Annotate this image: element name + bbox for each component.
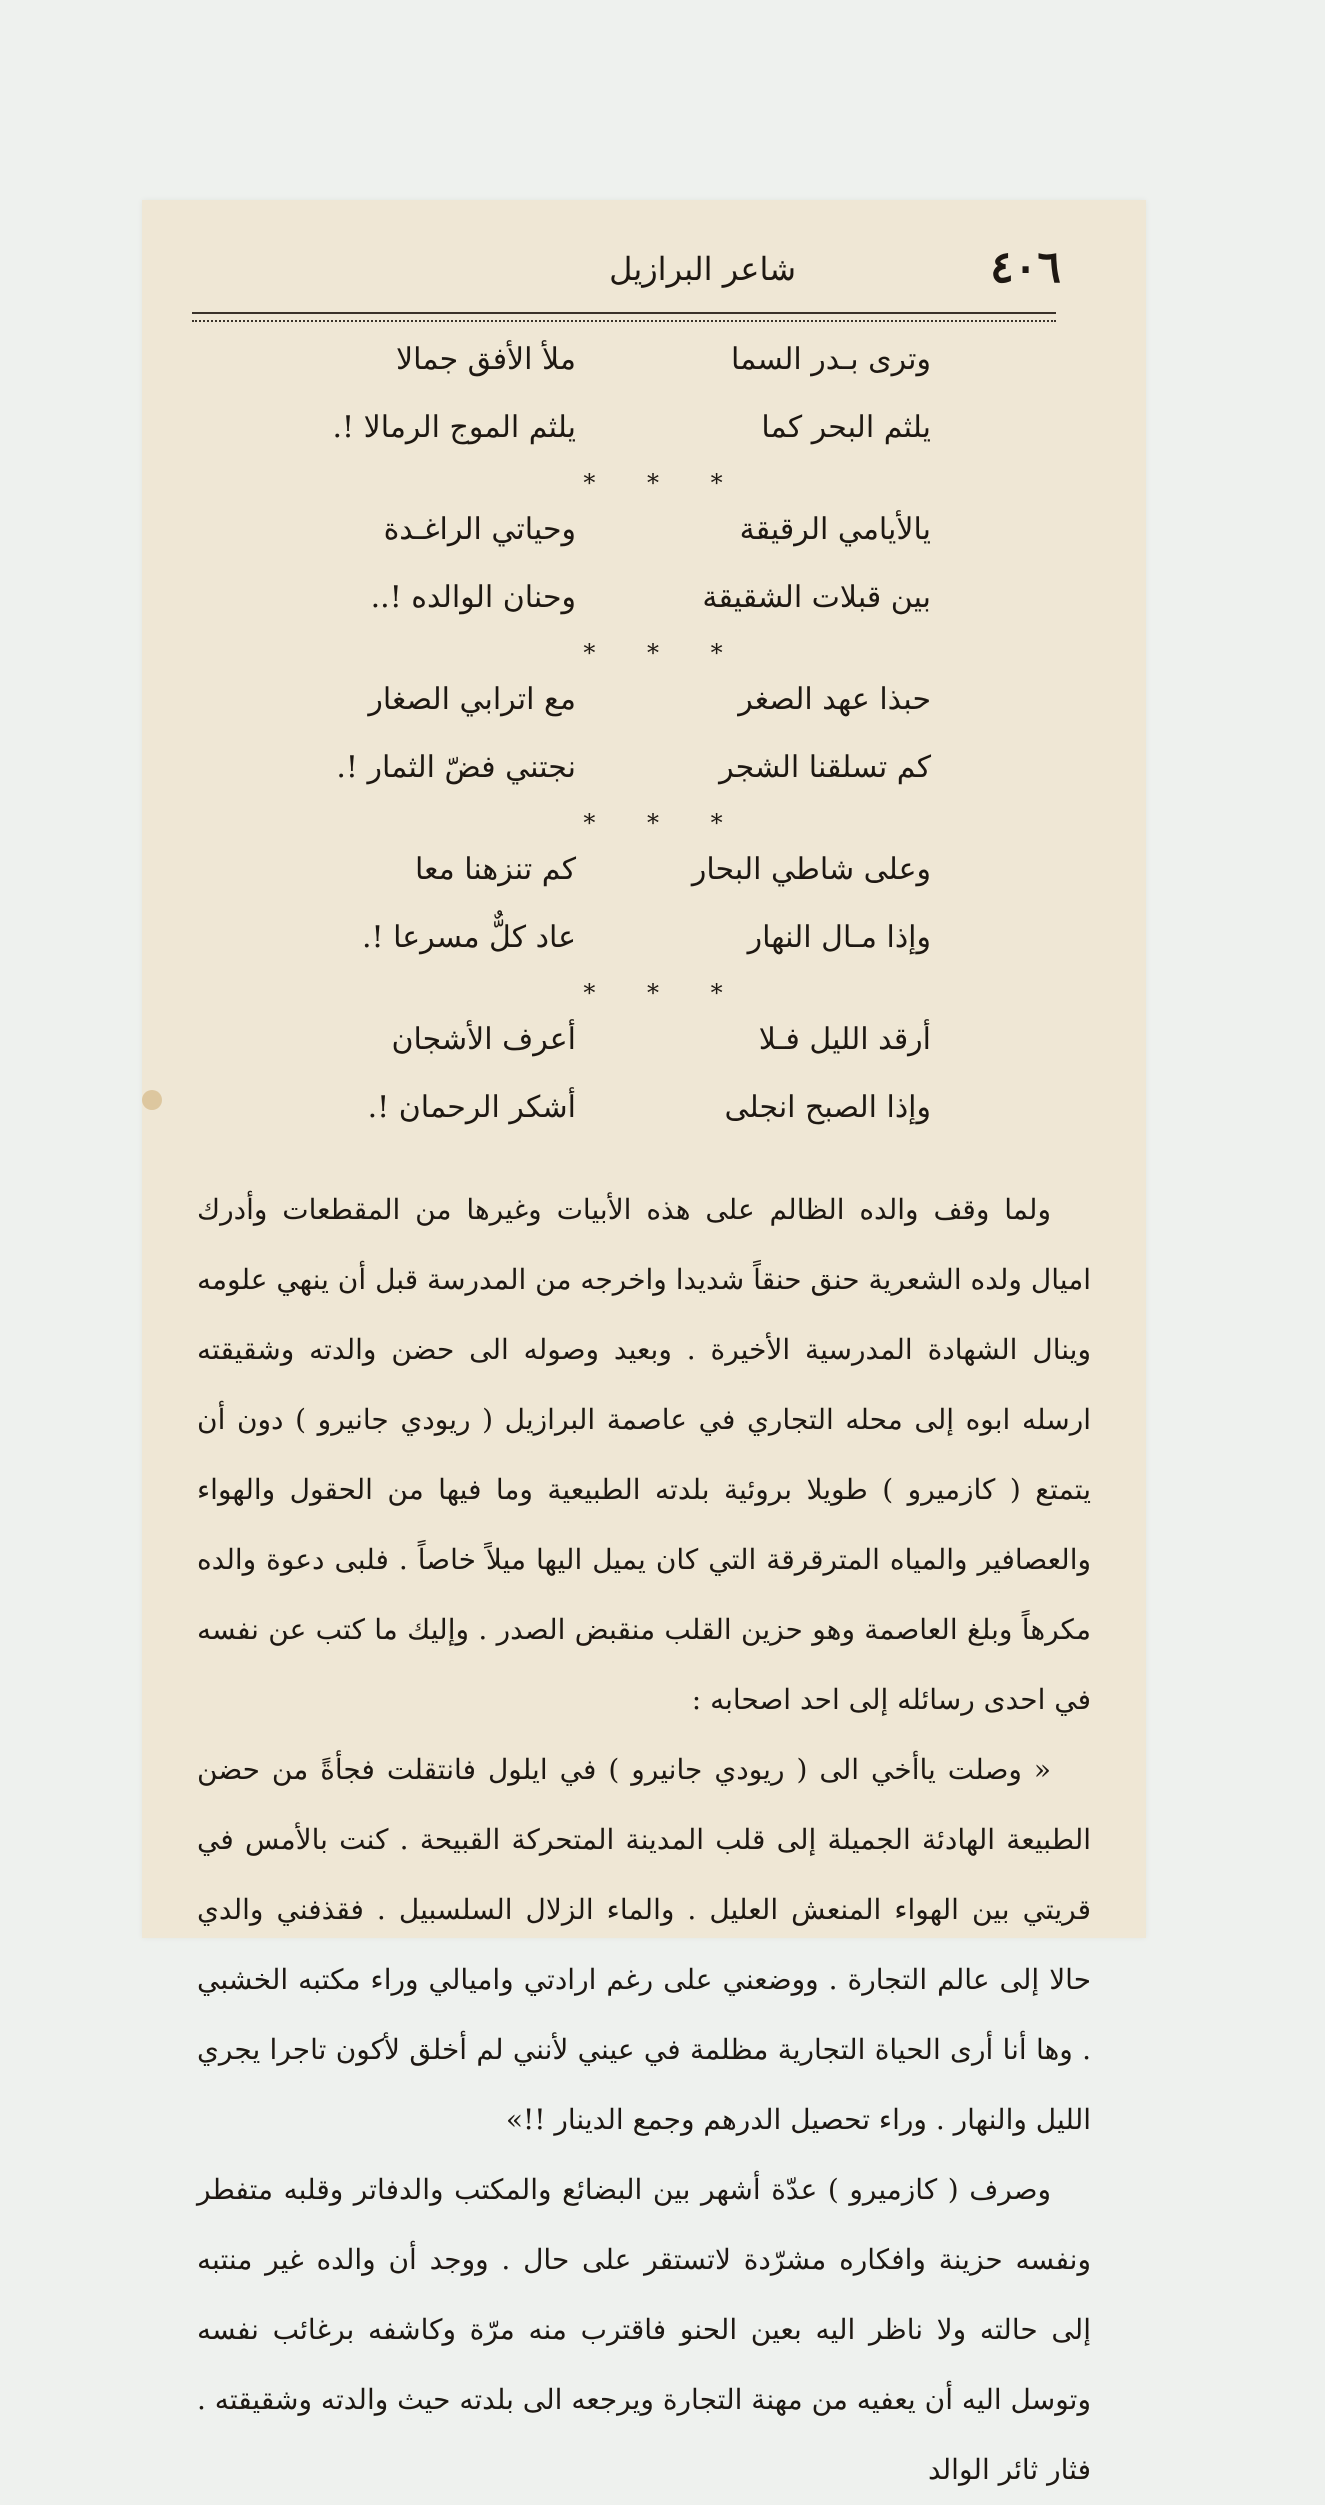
book-page	[142, 200, 1146, 2486]
verse-first-hemistich: كم تسلقنا الشجر	[719, 750, 931, 785]
verse-second-hemistich: ملأ الأفق جمالا	[396, 342, 576, 377]
verse-first-hemistich: بين قبلات الشقيقة	[702, 580, 931, 615]
verse	[142, 908, 1146, 976]
verse	[142, 670, 1146, 738]
verse-first-hemistich: يالأيامي الرقيقة	[739, 512, 931, 547]
verse	[142, 500, 1146, 568]
verse	[142, 330, 1146, 398]
verse-first-hemistich: وترى بـدر السما	[730, 342, 931, 377]
verse	[142, 398, 1146, 466]
verse-first-hemistich: حبذا عهد الصغر	[738, 682, 931, 717]
header-rule	[192, 312, 1056, 322]
stanza-separator: * * *	[583, 639, 745, 667]
stanza-separator: * * *	[583, 809, 745, 837]
paragraph: ولما وقف والده الظالم على هذه الأبيات وغيرها من المقطعات وأدرك اميال ولده الشعرية حنق حنقاً شديدا واخرجه من المدرسة قبل أن ينهي علومه وينال الشهادة المدرسية الأخيرة . وبعيد وصوله الى حضن والدته وشقيقته ارسله ابوه إلى محله التجاري في عاصمة البرازيل ( ريودي جانيرو ) دون أن يتمتع ( كازميرو ) طويلا بروئية بلدته الطبيعية وما فيها من الحقول والهواء والعصافير والمياه المترقرقة التي كان يميل اليها ميلاً خاصاً . فلبى دعوة والده مكرهاً وبلغ العاصمة وهو حزين القلب منقبض الصدر . وإليك ما كتب عن نفسه في احدى رسائله إلى احد اصحابه :	[197, 1193, 1091, 1716]
verse	[142, 568, 1146, 636]
verse	[142, 1078, 1146, 1146]
stanza-separator: * * *	[583, 469, 745, 497]
verse-second-hemistich: أشكر الرحمان !.	[367, 1090, 576, 1125]
verse	[142, 1010, 1146, 1078]
verse-second-hemistich: وحنان الوالده !..	[370, 580, 576, 615]
poem	[142, 330, 1146, 1146]
quoted-letter-paragraph: « وصلت ياأخي الى ( ريودي جانيرو ) في ايلول فانتقلت فجأةً من حضن الطبيعة الهادئة الجميلة إلى قلب المدينة المتحركة القبيحة . كنت بالأمس في قريتي بين الهواء المنعش العليل . والماء الزلال السلسبيل . فقذفني والدي حالا إلى عالم التجارة . ووضعني على رغم ارادتي واميالي وراء مكتبه الخشبي . وها أنا أرى الحياة التجارية مظلمة في عيني لأنني لم أخلق لأكون تاجرا يجري الليل والنهار . وراء تحصيل الدرهم وجمع الدينار !!»	[197, 1753, 1091, 2136]
body-text	[197, 1175, 1091, 2505]
verse-second-hemistich: أعرف الأشجان	[391, 1022, 576, 1057]
verse	[142, 840, 1146, 908]
verse-second-hemistich: مع اترابي الصغار	[368, 682, 576, 717]
verse-first-hemistich: وعلى شاطي البحار	[691, 852, 931, 887]
paper-stain	[142, 1090, 162, 1110]
page-number: ٤٠٦	[990, 242, 1061, 293]
verse-second-hemistich: كم تنزهنا معا	[415, 852, 576, 887]
verse-second-hemistich: يلثم الموج الرمالا !.	[332, 410, 576, 445]
verse-first-hemistich: وإذا مـال النهار	[747, 920, 931, 955]
page-header	[192, 242, 1096, 312]
verse-first-hemistich: يلثم البحر كما	[761, 410, 931, 445]
stanza-separator: * * *	[583, 979, 745, 1007]
running-title: شاعر البرازيل	[609, 250, 796, 288]
verse	[142, 738, 1146, 806]
verse-second-hemistich: عاد كلٌّ مسرعا !.	[361, 920, 576, 955]
verse-first-hemistich: أرقد الليل فـلا	[758, 1022, 931, 1057]
paragraph: وصرف ( كازميرو ) عدّة أشهر بين البضائع والمكتب والدفاتر وقلبه متفطر ونفسه حزينة وافكاره مشرّدة لاتستقر على حال . ووجد أن والده غير منتبه إلى حالته ولا ناظر اليه بعين الحنو فاقترب منه مرّة وكاشفه برغائب نفسه وتوسل اليه أن يعفيه من مهنة التجارة ويرجعه الى بلدته حيث والدته وشقيقته . فثار ثائر الوالد	[197, 2173, 1091, 2486]
verse-second-hemistich: وحياتي الراغـدة	[383, 512, 576, 547]
verse-first-hemistich: وإذا الصبح انجلى	[724, 1090, 931, 1125]
verse-second-hemistich: نجتني فضّ الثمار !.	[336, 750, 576, 785]
